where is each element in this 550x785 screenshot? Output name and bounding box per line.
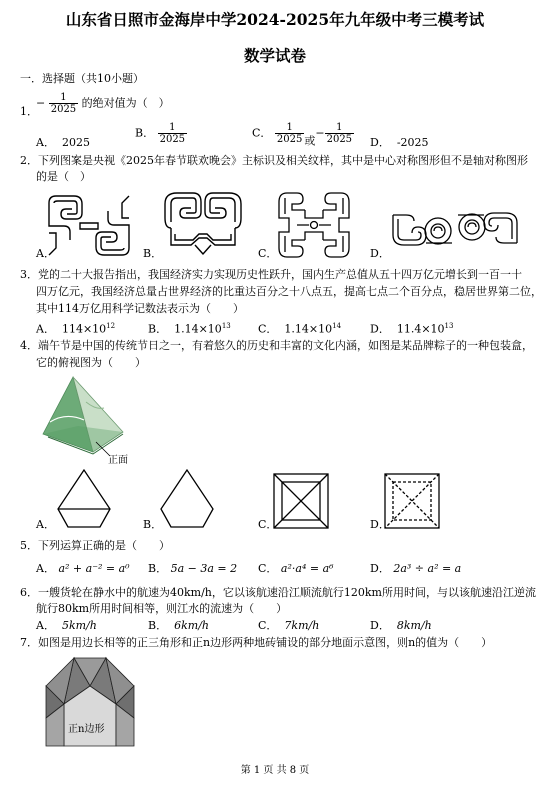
q1-option-c: C． $\frac{1}{2025}$ 或− $\frac{1}{2025}$	[252, 122, 353, 148]
q2-pattern-c	[275, 190, 353, 260]
q2-line2: 的是（ ）	[36, 170, 91, 183]
q5-stem: 5．下列运算正确的是（ ）	[20, 539, 170, 552]
page-subtitle: 数学试卷	[243, 46, 306, 65]
q4-label-d: D．	[370, 518, 390, 531]
q4-label-c: C．	[258, 518, 278, 531]
q1-minus: −	[36, 96, 46, 110]
q6-line1: 6．一艘货轮在静水中的航速为40km/h，它以该航速沿江顺流航行120km所用时间，与以该航速沿江逆流	[20, 586, 536, 599]
q4-front-label: 正面	[108, 455, 128, 466]
q1-stem	[36, 92, 170, 115]
q4-label-b: B．	[143, 518, 163, 531]
q2-label-b: B．	[143, 247, 163, 260]
q2-pattern-a	[44, 193, 134, 258]
q4-package-photo	[38, 372, 133, 467]
q6-option-c: C． 7km/h	[258, 619, 320, 632]
q3-option-b: B． $1.14\times 10^{13}$	[148, 322, 231, 336]
q2-pattern-b	[163, 190, 243, 258]
q4-line1: 4．端午节是中国的传统节日之一，有着悠久的历史和丰富的文化内涵，如图是某品牌粽子的一种包装盒，	[20, 339, 533, 352]
q3-option-c: C． $1.14\times 10^{14}$	[258, 322, 342, 336]
q7-line1: 7．如图是用边长相等的正三角形和正n边形两种地砖铺设的部分地面示意图，则n的值为（ ）	[20, 636, 493, 649]
q1-fraction: $\frac{1}{2025}$	[50, 92, 77, 115]
q2-label-a: A．	[36, 247, 55, 260]
q4-option-a-figure	[52, 467, 116, 531]
q2-pattern-d	[390, 205, 520, 253]
q2-line1: 2．下列图案是央视《2025年春节联欢晚会》主标识及相关纹样，其中是中心对称图形但不是轴对称图形	[20, 154, 528, 167]
q1-text: 的绝对值为（ ）	[81, 96, 170, 110]
q5-option-c: C． a²·a⁴ = a⁶	[258, 562, 334, 575]
page-title: 山东省日照市金海岸中学2024-2025年九年级中考三模考试	[65, 10, 485, 29]
q4-option-c-figure	[272, 472, 330, 530]
q5-option-d: D． 2a³ ÷ a² = a	[370, 562, 462, 575]
q4-label-a: A．	[36, 518, 55, 531]
q4-option-b-figure	[155, 467, 219, 531]
q2-label-c: C．	[258, 247, 278, 260]
q6-option-d: D． 8km/h	[370, 619, 432, 632]
q6-option-a: A． 5km/h	[36, 619, 97, 632]
q4-line2: 它的俯视图为（ ）	[36, 356, 146, 369]
q3-line3: 其中114万亿用科学记数法表示为（ ）	[36, 302, 244, 315]
q6-option-b: B． 6km/h	[148, 619, 209, 632]
q3-option-a: A． $114\times 10^{12}$	[36, 322, 116, 336]
q1-option-a: A． 2025	[36, 136, 90, 149]
q3-line2: 四万亿元，我国经济总量占世界经济的比重达百分之十八点五，提高七点二个百分点，稳居世界第二位，	[36, 285, 542, 298]
section-heading: 一．选择题（共10小题）	[20, 72, 144, 85]
q2-label-d: D．	[370, 247, 390, 260]
q3-line1: 3．党的二十大报告指出，我国经济实力实现历史性跃升，国内生产总值从五十四万亿元增长到一百一十	[20, 268, 522, 281]
q1-option-b: B． $\frac{1}{2025}$	[135, 122, 186, 145]
q6-line2: 航行80km所用时间相等，则江水的流速为（ ）	[36, 602, 288, 615]
q5-option-b: B． 5a − 3a = 2	[148, 562, 238, 575]
q5-option-a: A． a² + a⁻² = a⁰	[36, 562, 130, 575]
q7-polygon-label: 正n边形	[68, 724, 105, 735]
q1-option-d: D． -2025	[370, 136, 429, 149]
q3-option-d: D． $11.4\times 10^{13}$	[370, 322, 454, 336]
q1-number: 1．	[20, 105, 38, 118]
q4-option-d-figure	[383, 472, 441, 530]
page-footer: 第 1 页 共 8 页	[240, 765, 310, 776]
